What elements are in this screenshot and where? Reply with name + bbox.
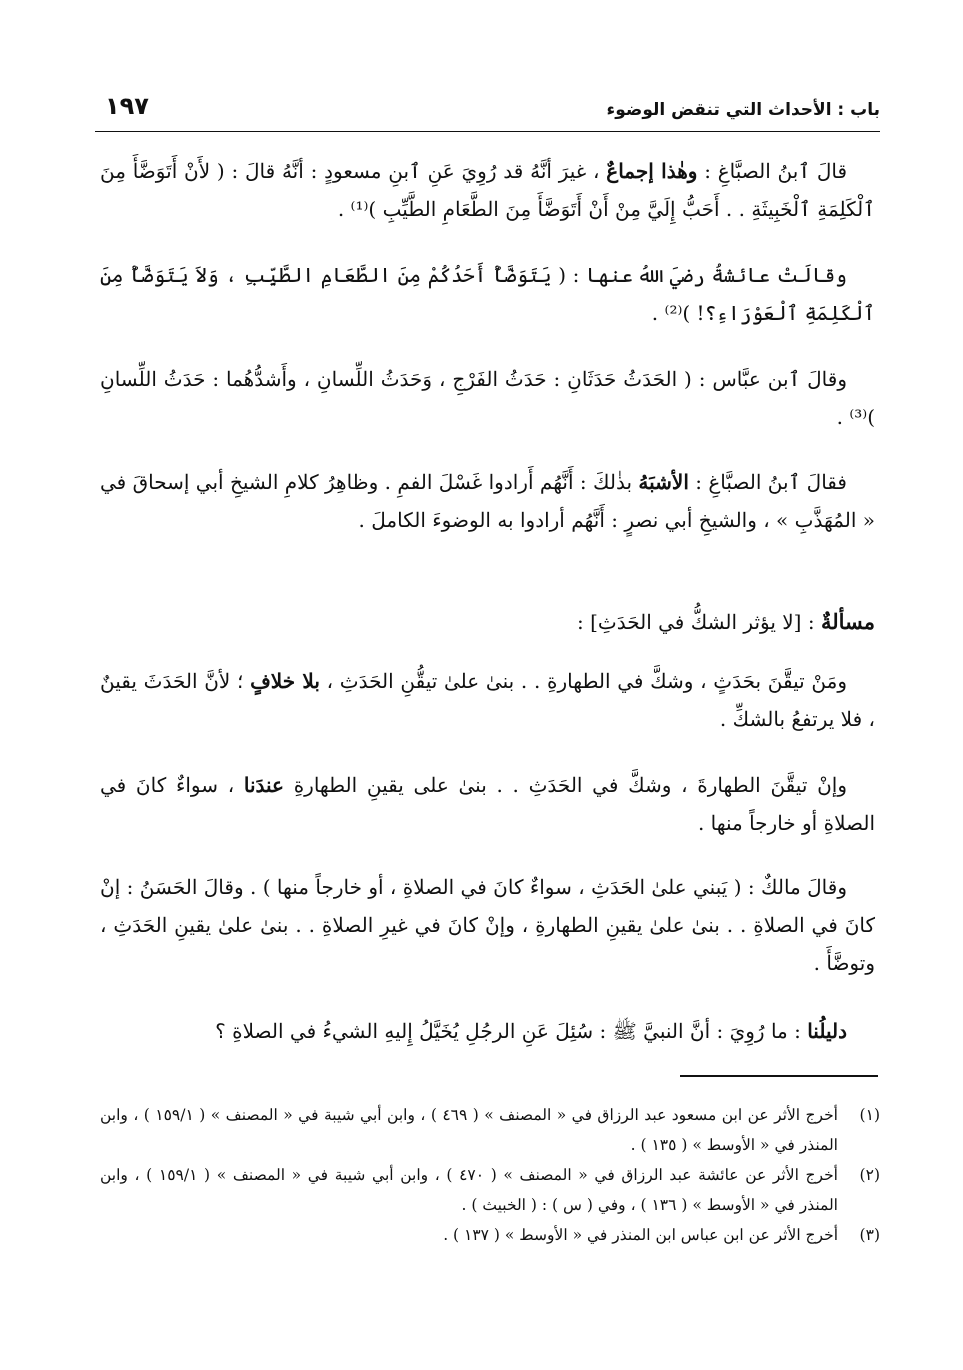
- section-heading: [100, 603, 875, 641]
- bold-run: الأشبَهُ: [638, 470, 689, 494]
- text-run: ؛ لأنَّ الحَدَثَ يقينٌ ، فلا يرتفعُ بالشكِّ .: [100, 669, 875, 731]
- text-run: ، سواءٌ كانَ في الصلاةِ أو خارجاً منها .: [100, 773, 875, 835]
- paragraph-7: [100, 868, 875, 982]
- paragraph-text: [100, 868, 875, 982]
- paragraph-text: [100, 463, 875, 539]
- page-number: ١٩٧: [105, 92, 149, 120]
- header-rule: [95, 131, 880, 132]
- footnote-text: أخرج الأثر عن ابن عباس ابن المنذر في « الأوسط » ( ١٣٧ ) .: [443, 1226, 838, 1244]
- footnote-text: أخرج الأثر عن عائشة عبد الرزاق في « المصنف » ( ٤٧٠ ) ، وابن أبي شيبة في « المصنف » ( ١٥٩/١ ) ، وابن المنذر في « الأوسط » ( ١٣٦ ) ، وفي ( س ) : ( الخبيث ) .: [100, 1166, 838, 1214]
- footnote-number: (١): [859, 1106, 880, 1124]
- chapter-title: باب : الأحداث التي تنقض الوضوء: [606, 100, 880, 120]
- text-run: : ما رُوِيَ : أنَّ النبيَّ ﷺ : سُئِلَ عَنِ الرجُلِ يُخَيَّلُ إِليهِ الشيءُ في الصلاةِ ؟: [215, 1019, 808, 1043]
- bold-run: بلا خلافٍ: [250, 669, 320, 693]
- paragraph-text: [100, 152, 875, 228]
- text-run: فقالَ ٱبنُ الصبَّاغِ :: [688, 470, 847, 494]
- heading-label: مسألةٌ: [820, 609, 875, 634]
- text-run: وقالَ مالكٌ : ( يَبني علىٰ الحَدَثِ ، سواءٌ كانَ في الصلاةِ ، أو خارجاً منها ) . وقالَ الحَسَنُ : إنْ كانَ في الصلاةِ . . بنىٰ علىٰ يقينِ الطهارةِ ، وإنْ كانَ في غيرِ الصلاةِ . . بنىٰ علىٰ يقينِ الحَدَثِ ، وتوضَّأَ .: [100, 875, 875, 975]
- paragraph-6: [100, 766, 875, 842]
- text-run: وقالَتْ عائشةُ رضيَ اللهُ عنها : ( يَتَوَضَّأُ أَحَدُكُمْ مِنَ الطَّعَامِ الطَّيِّبِ ، وَلاَ يَتَوَضَّأُ مِنَ ٱلْكَلِمَةِ ٱلْعَوْرَاءِ؟! )⁽²⁾ .: [100, 263, 875, 325]
- paragraph-3: [100, 360, 875, 436]
- footnote-rule: [680, 1075, 878, 1077]
- footnote-number: (٢): [859, 1166, 880, 1184]
- text-run: ومَنْ تيقَّنَ بحَدَثٍ ، وشكَّ في الطهارةِ . . بنىٰ علىٰ تيقُّنِ الحَدَثِ ،: [319, 669, 847, 693]
- text-run: وقالَ ٱبن عبَّاس : ( الحَدَثُ حَدَثَانِ : حَدَثُ الفَرْجِ ، وَحَدَثُ اللِّسانِ ، وأَشدُّهُما : حَدَثُ اللِّسانِ )⁽³⁾ .: [100, 367, 875, 429]
- footnote-3: [100, 1220, 880, 1250]
- footnote-2: [100, 1160, 880, 1220]
- paragraph-text: [100, 256, 875, 332]
- footnotes: [100, 1100, 880, 1250]
- bold-run: وهٰذا إجماعٌ: [606, 159, 698, 183]
- paragraph-text: [100, 766, 875, 842]
- text-run: قالَ ٱبنُ الصبَّاغِ :: [697, 159, 848, 183]
- footnote-1: [100, 1100, 880, 1160]
- text-run: بذٰلكَ : أَنَّهُم أَرادوا غَسْلَ الفمِ . وظاهِرُ كلامِ الشيخِ أبي إسحاقَ في « المُهَذَّبِ » ، والشيخِ أبي نصرٍ : أَنَّهُم أرادوا به الوضوءَ الكاملَ .: [100, 470, 875, 532]
- bold-run: عندَنا: [243, 773, 284, 797]
- text-run: وإنْ تيقَّنَ الطهارةَ ، وشكَّ في الحَدَثِ . . بنىٰ على يقينِ الطهارةِ: [284, 773, 847, 797]
- paragraph-1: [100, 152, 875, 228]
- paragraph-text: [100, 1012, 875, 1050]
- heading-text: [100, 603, 875, 641]
- paragraph-text: [100, 662, 875, 738]
- paragraph-2: [100, 256, 875, 332]
- paragraph-text: [100, 360, 875, 436]
- paragraph-5: [100, 662, 875, 738]
- paragraph-4: [100, 463, 875, 539]
- paragraph-8: [100, 1012, 875, 1050]
- footnote-text: أخرج الأثر عن ابن مسعود عبد الرزاق في « المصنف » ( ٤٦٩ ) ، وابن أبي شيبة في « المصنف » ( ١٥٩/١ ) ، وابن المنذر في « الأوسط » ( ١٣٥ ) .: [100, 1106, 838, 1154]
- heading-title: : [لا يؤثر الشكُّ في الحَدَثِ] :: [576, 610, 821, 634]
- page-header: [95, 92, 880, 128]
- bold-run: دليلُنا: [807, 1019, 847, 1043]
- footnote-number: (٣): [859, 1226, 880, 1244]
- text-run: ، غيرَ أنَّهُ قد رُوِيَ عَنِ ٱبنِ مسعودٍ : أنَّهُ قالَ : ( لأَنْ أَتَوَضَّأَ مِنَ ٱلْكَلِمَةِ ٱلْخَبِيثَةِ . . أَحَبُّ إِلَيَّ مِنْ أَنْ أَتَوَضَّأَ مِنَ الطَّعَامِ الطَّيِّبِ )⁽¹⁾ .: [100, 159, 875, 221]
